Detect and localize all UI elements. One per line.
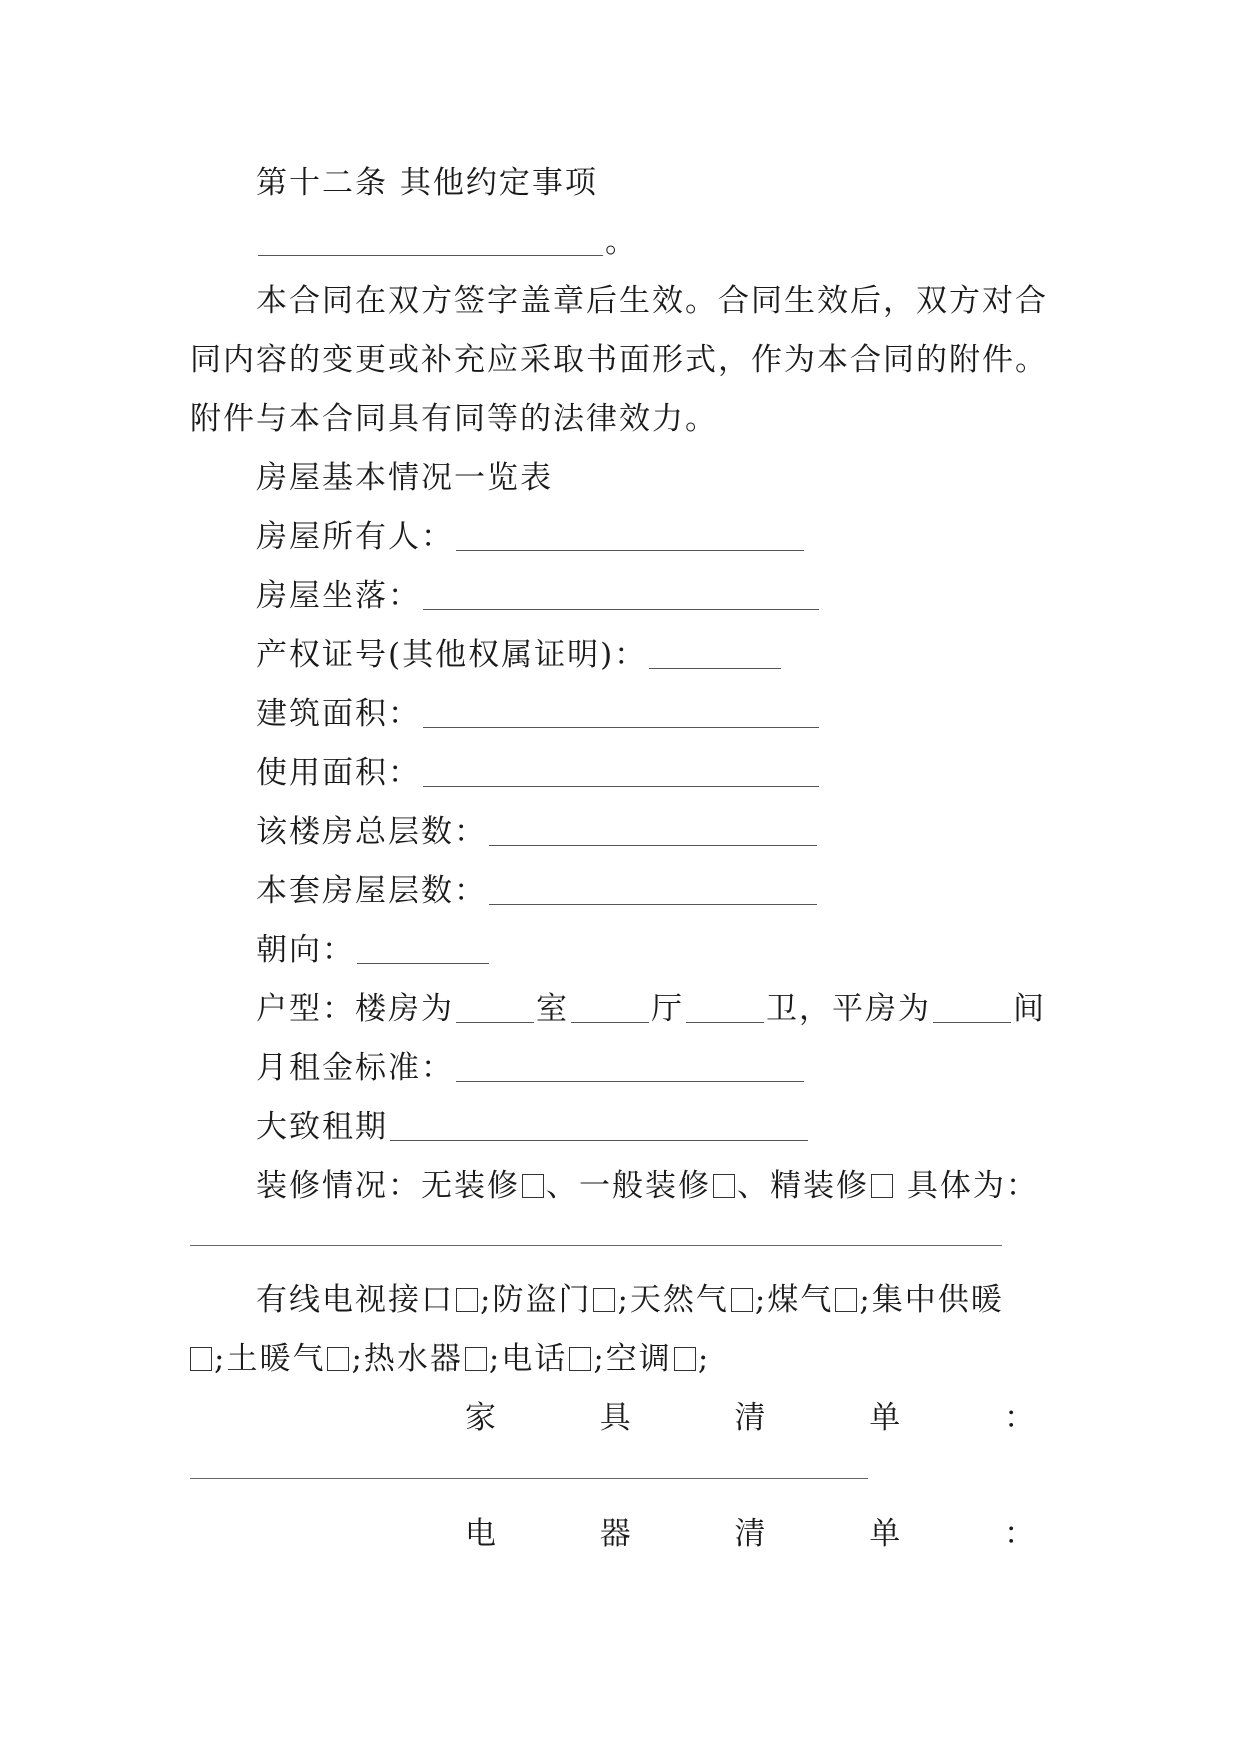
rent-row: 月租金标准：: [256, 1048, 806, 1088]
decoration-detail-line[interactable]: [190, 1245, 1002, 1246]
fine-decoration-checkbox[interactable]: [871, 1174, 893, 1198]
hall-count-field[interactable]: [571, 992, 649, 1023]
appliance-list-label: 电 器 清 单 ：: [465, 1516, 1035, 1552]
location-field[interactable]: [423, 579, 819, 610]
basic-decoration-checkbox[interactable]: [713, 1174, 735, 1198]
water-heater-checkbox[interactable]: [465, 1347, 487, 1371]
central-heating-checkbox[interactable]: [190, 1347, 212, 1371]
total-floors-row: 该楼房总层数：: [256, 812, 819, 852]
paragraph-line-3: 附件与本合同具有同等的法律效力。: [190, 401, 718, 437]
air-conditioner-checkbox[interactable]: [674, 1347, 696, 1371]
build-area-field[interactable]: [423, 697, 819, 728]
orientation-row: 朝向：: [256, 930, 491, 970]
unit-floor-row: 本套房屋层数：: [256, 871, 819, 911]
natural-gas-checkbox[interactable]: [731, 1288, 753, 1312]
total-floors-field[interactable]: [489, 815, 817, 846]
term-field[interactable]: [390, 1110, 808, 1141]
bungalow-count-field[interactable]: [933, 992, 1011, 1023]
cert-field[interactable]: [649, 638, 781, 669]
facilities-line-2: ;土暖气 ;热水器 ;电话 ;空调 ;: [190, 1339, 710, 1379]
blank-field[interactable]: [258, 225, 603, 256]
use-area-field[interactable]: [423, 756, 819, 787]
article-12-blank-line: 。: [256, 222, 638, 262]
room-count-field[interactable]: [456, 992, 534, 1023]
orientation-field[interactable]: [357, 933, 489, 964]
furniture-list-line[interactable]: [190, 1478, 868, 1479]
paragraph-line-1: 本合同在双方签字盖章后生效。合同生效后，双方对合: [256, 283, 1048, 319]
security-door-checkbox[interactable]: [593, 1288, 615, 1312]
paragraph-line-2: 同内容的变更或补充应采取书面形式，作为本合同的附件。: [190, 342, 1048, 378]
rent-field[interactable]: [456, 1051, 804, 1082]
no-decoration-checkbox[interactable]: [522, 1174, 544, 1198]
furniture-list-label: 家 具 清 单 ：: [465, 1400, 1035, 1436]
unit-floor-field[interactable]: [489, 874, 817, 905]
bath-count-field[interactable]: [686, 992, 764, 1023]
build-area-row: 建筑面积：: [256, 694, 821, 734]
location-row: 房屋坐落：: [256, 576, 821, 616]
telephone-checkbox[interactable]: [569, 1347, 591, 1371]
layout-row: 户型：楼房为 室 厅 卫，平房为 间: [256, 991, 1046, 1027]
use-area-row: 使用面积：: [256, 753, 821, 793]
decoration-row: 装修情况：无装修 、一般装修 、精装修 具体为：: [256, 1168, 1039, 1204]
cable-tv-checkbox[interactable]: [456, 1288, 478, 1312]
facilities-line-1: 有线电视接口 ;防盗门 ;天然气 ;煤气 ;集中供暖: [256, 1282, 1004, 1318]
article-12-heading: 第十二条 其他约定事项: [256, 165, 598, 201]
table-title: 房屋基本情况一览表: [256, 460, 553, 496]
owner-row: 房屋所有人：: [256, 517, 806, 557]
term-row: 大致租期: [256, 1107, 810, 1147]
owner-field[interactable]: [456, 520, 804, 551]
coal-gas-checkbox[interactable]: [835, 1288, 857, 1312]
earth-heating-checkbox[interactable]: [327, 1347, 349, 1371]
cert-row: 产权证号(其他权属证明)：: [256, 635, 783, 675]
